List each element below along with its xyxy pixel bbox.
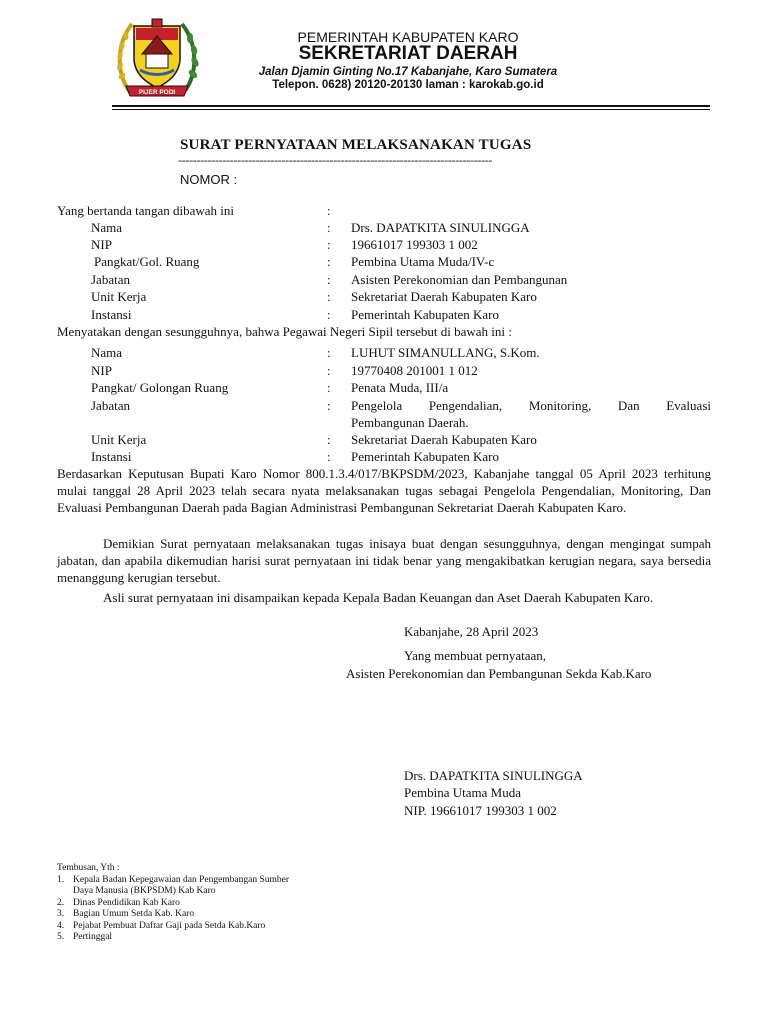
field-colon: : (327, 380, 331, 395)
list-number: 2. (57, 897, 65, 908)
signer-row (0, 306, 768, 323)
field-label: Unit Kerja (91, 289, 147, 304)
list-number: 5. (57, 932, 65, 942)
employee-row (0, 431, 768, 448)
list-text: Daya Manusia (BKPSDM) Kab Karo (73, 886, 216, 896)
body-paragraph-statement: Demikian Surat pernyataan melaksanakan tugas inisaya buat dengan sesungguhnya, dengan mengingat sumpah jabatan, dan apabila dikemudian harisi surat pernyataan ini tidak benar yang mengakibatkan kerugian negara, saya bersedia menanggung kerugian tersebut. (57, 536, 711, 585)
employee-row (0, 344, 768, 361)
karo-logo-icon (112, 14, 202, 100)
list-text: Pertinggal (73, 932, 113, 942)
signer-name: Drs. DAPATKITA SINULINGGA (404, 768, 583, 783)
field-value: LUHUT SIMANULLANG, S.Kom. (351, 345, 540, 360)
field-label: Instansi (91, 449, 132, 464)
list-text: Pejabat Pembuat Daftar Gaji pada Setda Kab.Karo (73, 920, 266, 931)
field-label: Jabatan (91, 398, 130, 413)
employee-row (0, 379, 768, 396)
signer-position: Asisten Perekonomian dan Pembangunan Sekda Kab.Karo (346, 666, 652, 681)
office-contact: Telepon. 0628) 20120-20130 laman : karokab.go.id (272, 79, 544, 91)
field-colon: : (327, 289, 331, 304)
copies-heading: Tembusan, Yth : (57, 863, 120, 873)
field-colon: : (327, 272, 331, 287)
field-label: NIP (91, 363, 112, 378)
signer-nip: NIP. 19661017 199303 1 002 (404, 803, 557, 818)
list-number: 4. (57, 920, 65, 931)
field-colon: : (327, 398, 331, 413)
copies-list (57, 863, 289, 944)
office-address: Jalan Djamin Ginting No.17 Kabanjahe, Karo Sumatera (258, 66, 558, 78)
field-value: Pemerintah Kabupaten Karo (351, 449, 500, 464)
logo-motto: PIJER PODI (138, 89, 176, 96)
list-item (57, 932, 289, 944)
field-value-continued: Pembangunan Daerah. (351, 415, 469, 430)
field-value: Pemerintah Kabupaten Karo (351, 307, 500, 322)
field-value: 19770408 201001 1 012 (351, 363, 478, 378)
field-value: Penata Muda, III/a (351, 380, 449, 395)
list-number: 1. (57, 874, 65, 885)
field-label: Nama (91, 345, 123, 360)
signer-row (0, 219, 768, 236)
signer-row (0, 253, 768, 270)
list-item (57, 909, 289, 921)
field-colon: : (327, 432, 331, 447)
field-colon: : (327, 449, 331, 464)
field-label: Pangkat/Gol. Ruang (94, 254, 200, 269)
field-value: 19661017 199303 1 002 (351, 237, 478, 252)
signer-maker-label: Yang membuat pernyataan, (404, 648, 547, 663)
letterhead-rule (112, 105, 710, 107)
field-label: Unit Kerja (91, 432, 147, 447)
field-value: Asisten Perekonomian dan Pembangunan (351, 272, 568, 287)
field-value: Sekretariat Daerah Kabupaten Karo (351, 432, 537, 447)
signer-intro: Yang bertanda tangan dibawah ini (57, 203, 235, 218)
place-date: Kabanjahe, 28 April 2023 (404, 624, 539, 639)
list-item (57, 898, 289, 910)
document-title: SURAT PERNYATAAN MELAKSANAKAN TUGAS (180, 137, 532, 153)
list-text: Bagian Umum Setda Kab. Karo (73, 909, 195, 919)
title-dashes: ------------------------------------------------------------------------------------- (178, 155, 493, 165)
field-label: Jabatan (91, 272, 130, 287)
statement-intro: Menyatakan dengan sesungguhnya, bahwa Pegawai Negeri Sipil tersebut di bawah ini : (57, 324, 512, 339)
employee-row (0, 397, 768, 431)
field-value: Pembina Utama Muda/IV-c (351, 254, 495, 269)
employee-row (0, 362, 768, 379)
list-text: Kepala Badan Kepegawaian dan Pengembangan Sumber (73, 874, 290, 885)
field-value: Sekretariat Daerah Kabupaten Karo (351, 289, 537, 304)
signer-row (0, 288, 768, 305)
field-colon: : (327, 237, 331, 252)
document-number-label: NOMOR : (180, 172, 238, 187)
list-text: Dinas Pendidikan Kab Karo (73, 897, 180, 908)
field-colon: : (327, 345, 331, 360)
field-colon: : (327, 363, 331, 378)
field-colon: : (327, 220, 331, 235)
signer-rank: Pembina Utama Muda (404, 785, 521, 800)
field-label: Nama (91, 220, 123, 235)
list-number: 3. (57, 909, 65, 919)
signer-row (0, 236, 768, 253)
list-item (57, 921, 289, 933)
field-value: Drs. DAPATKITA SINULINGGA (351, 220, 530, 235)
list-item-continued (57, 886, 289, 898)
body-paragraph-delivery: Asli surat pernyataan ini disampaikan kepada Kepala Badan Keuangan dan Aset Daerah Kabupaten Karo. (103, 590, 654, 605)
signer-row (0, 271, 768, 288)
field-value: Pengelola Pengendalian, Monitoring, Dan Evaluasi (351, 398, 711, 413)
letterhead-rule-thin (112, 109, 710, 110)
field-colon: : (327, 307, 331, 322)
signer-intro-colon: : (327, 203, 331, 218)
office-name: SEKRETARIAT DAERAH (298, 43, 518, 64)
field-colon: : (327, 254, 331, 269)
government-name: PEMERINTAH KABUPATEN KARO (297, 29, 519, 45)
body-paragraph-decree: Berdasarkan Keputusan Bupati Karo Nomor 800.1.3.4/017/BKPSDM/2023, Kabanjahe tanggal 05 April 2023 terhitung mulai tanggal 28 April 2023 telah secara nyata melaksanakan tugas sebagai Pengelola Pengendalian, Monitoring, Dan Evaluasi Pembangunan Daerah pada Bagian Administrasi Pembangunan Sekretariat Daerah Kabupaten Karo. (57, 466, 711, 515)
list-item (57, 875, 289, 887)
field-label: Instansi (91, 307, 132, 322)
employee-row (0, 448, 768, 465)
field-label: Pangkat/ Golongan Ruang (91, 380, 229, 395)
field-label: NIP (91, 237, 112, 252)
